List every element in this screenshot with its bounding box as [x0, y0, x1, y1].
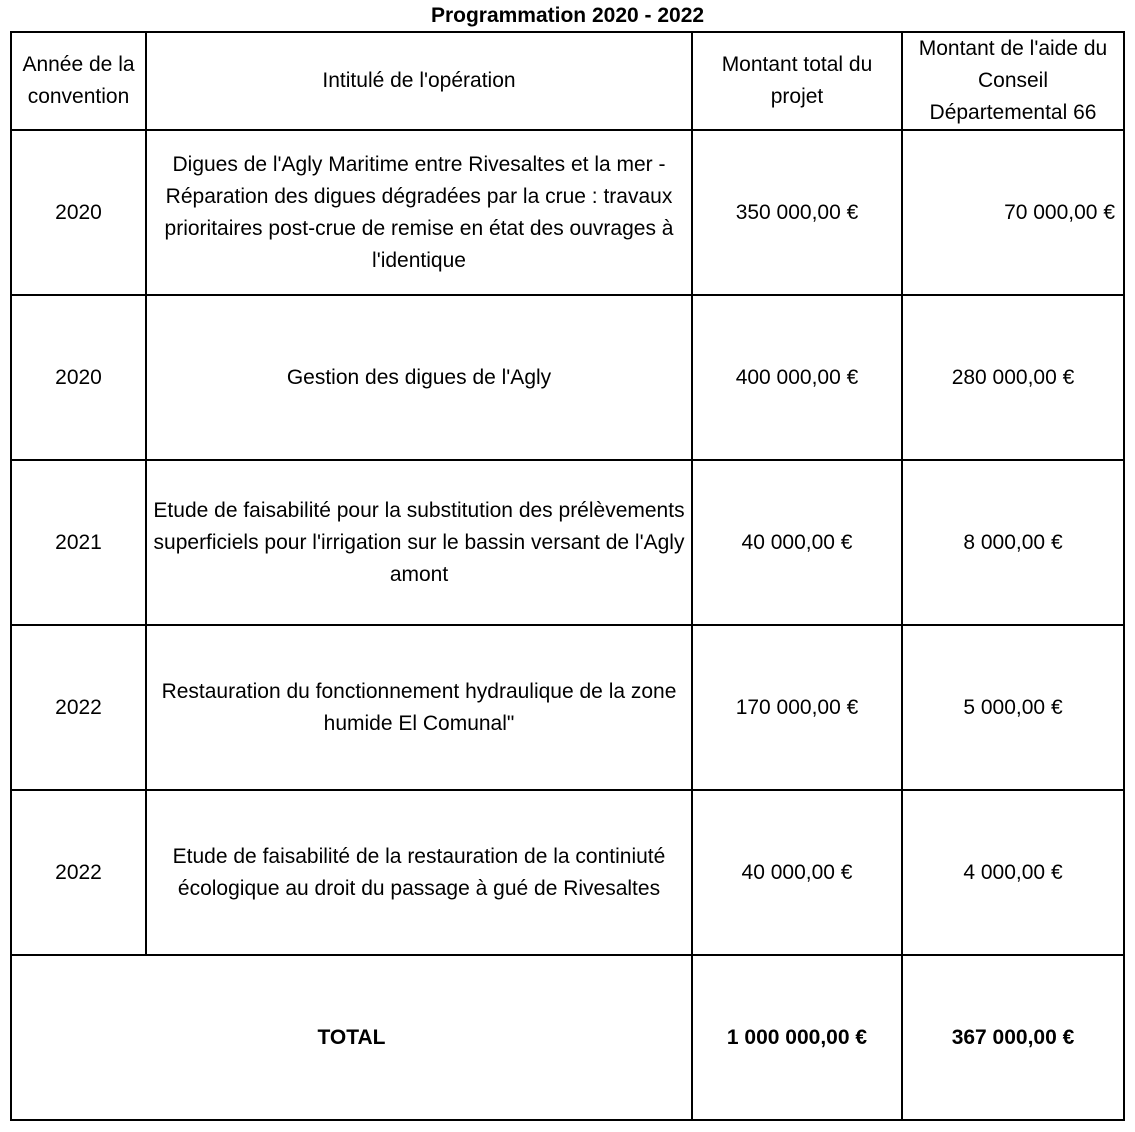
- row-total-amount: 170 000,00 €: [692, 625, 902, 790]
- row-total-amount: 40 000,00 €: [692, 460, 902, 625]
- header-aid-amount: Montant de l'aide du Conseil Départemental 66: [902, 32, 1124, 130]
- header-operation: Intitulé de l'opération: [146, 32, 692, 130]
- row-operation: Gestion des digues de l'Agly: [146, 295, 692, 460]
- row-aid-amount: 70 000,00 €: [902, 130, 1124, 295]
- row-total-amount: 350 000,00 €: [692, 130, 902, 295]
- row-year: 2022: [11, 625, 146, 790]
- table-row: [11, 625, 1124, 790]
- total-label: TOTAL: [11, 955, 692, 1120]
- header-total-amount: Montant total du projet: [692, 32, 902, 130]
- row-aid-amount: 280 000,00 €: [902, 295, 1124, 460]
- row-operation: Restauration du fonctionnement hydraulique de la zone humide El Comunal": [146, 625, 692, 790]
- row-operation: Digues de l'Agly Maritime entre Rivesaltes et la mer - Réparation des digues dégradées par la crue : travaux prioritaires post-crue de remise en état des ouvrages à l'identique: [146, 130, 692, 295]
- table-row: [11, 295, 1124, 460]
- row-aid-amount: 4 000,00 €: [902, 790, 1124, 955]
- row-year: 2021: [11, 460, 146, 625]
- row-year: 2020: [11, 295, 146, 460]
- table-row: [11, 790, 1124, 955]
- table-row: [11, 130, 1124, 295]
- table-header-row: [11, 32, 1124, 130]
- row-total-amount: 40 000,00 €: [692, 790, 902, 955]
- row-operation: Etude de faisabilité de la restauration de la continiuté écologique au droit du passage à gué de Rivesaltes: [146, 790, 692, 955]
- total-row: [11, 955, 1124, 1120]
- row-year: 2022: [11, 790, 146, 955]
- row-aid-amount: 8 000,00 €: [902, 460, 1124, 625]
- row-operation: Etude de faisabilité pour la substitution des prélèvements superficiels pour l'irrigation sur le bassin versant de l'Agly amont: [146, 460, 692, 625]
- total-project-amount: 1 000 000,00 €: [692, 955, 902, 1120]
- table-row: [11, 460, 1124, 625]
- page-title: Programmation 2020 - 2022: [430, 4, 705, 27]
- programmation-table: [10, 31, 1125, 1121]
- header-year: Année de la convention: [11, 32, 146, 130]
- row-aid-amount: 5 000,00 €: [902, 625, 1124, 790]
- total-aid-amount: 367 000,00 €: [902, 955, 1124, 1120]
- row-year: 2020: [11, 130, 146, 295]
- row-total-amount: 400 000,00 €: [692, 295, 902, 460]
